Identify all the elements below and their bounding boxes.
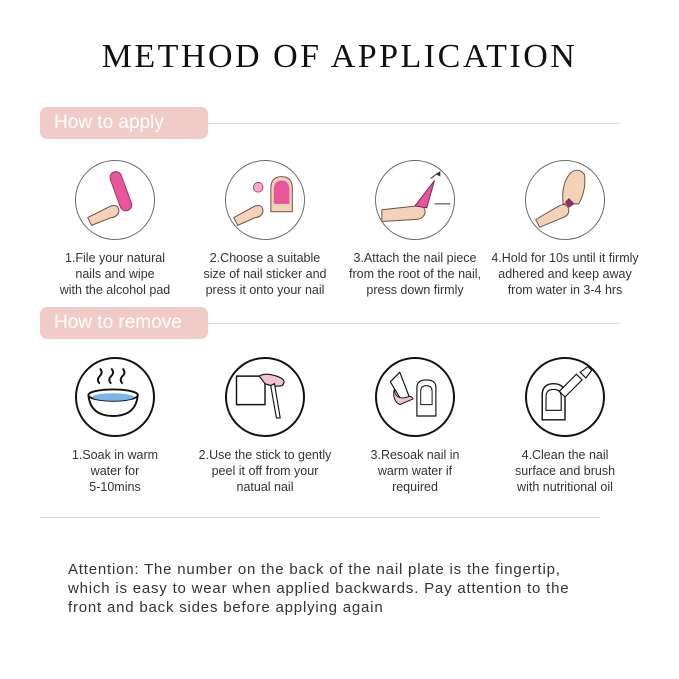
remove-step-1	[40, 357, 190, 495]
step-description: 3.Resoak nail in warm water if required	[370, 448, 460, 494]
divider	[40, 517, 600, 518]
page-title: METHOD OF APPLICATION	[101, 38, 578, 75]
step-description: 2.Use the stick to gently peel it off from your natual nail	[198, 448, 332, 494]
soak-bowl-icon	[75, 357, 155, 437]
remove-step-2	[190, 357, 340, 495]
hold-nail-icon	[525, 160, 605, 240]
resoak-icon	[375, 357, 455, 437]
remove-steps	[40, 357, 640, 495]
apply-step-1	[40, 160, 190, 298]
brush-oil-icon	[525, 357, 605, 437]
section-heading-remove: How to remove	[40, 307, 208, 339]
apply-step-4	[490, 160, 640, 298]
peel-stick-icon	[225, 357, 305, 437]
attention-note: Attention: The number on the back of the nail plate is the fingertip, which is easy to wear when applied backwards. Pay attention to the front and back sides before applying again	[68, 561, 570, 616]
apply-step-2	[190, 160, 340, 298]
step-description: 3.Attach the nail piece from the root of the nail, press down firmly	[348, 251, 481, 297]
section-heading-apply: How to apply	[40, 107, 208, 139]
step-description: 4.Clean the nail surface and brush with nutritional oil	[514, 448, 616, 494]
file-nail-icon	[75, 160, 155, 240]
divider	[208, 323, 620, 324]
step-description: 1.Soak in warm water for 5-10mins	[71, 448, 159, 494]
apply-step-3	[340, 160, 490, 298]
nail-sticker-icon	[225, 160, 305, 240]
remove-step-4	[490, 357, 640, 495]
remove-step-3	[340, 357, 490, 495]
attach-nail-icon	[375, 160, 455, 240]
step-description: 1.File your natural nails and wipe with the alcohol pad	[59, 251, 171, 297]
step-description: 2.Choose a suitable size of nail sticker and press it onto your nail	[203, 251, 327, 297]
divider	[208, 123, 620, 124]
step-description: 4.Hold for 10s until it firmly adhered and keep away from water in 3-4 hrs	[491, 251, 639, 297]
apply-steps	[40, 160, 640, 298]
